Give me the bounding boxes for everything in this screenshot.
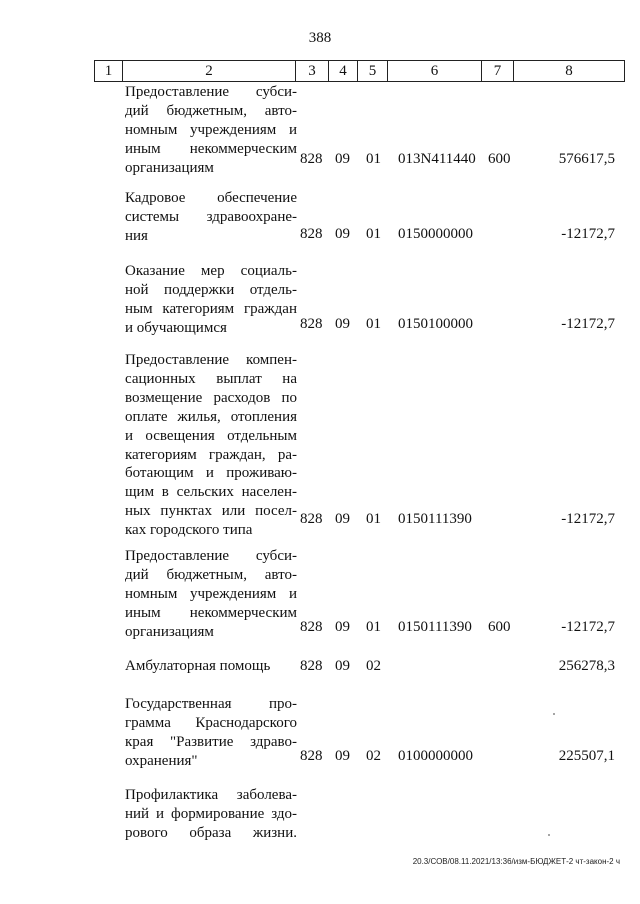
row-name [125, 695, 297, 771]
row-name-line: ной поддержки отдель- [125, 281, 297, 298]
row-name [125, 547, 297, 642]
row-name [125, 262, 297, 338]
row-code-4: 09 [335, 511, 350, 527]
row-name-line: рового образа жизни. [125, 824, 297, 841]
row-name-line: Амбулаторная помощь [125, 658, 271, 674]
row-name [125, 189, 297, 246]
row-code-5: 01 [366, 619, 381, 635]
row-code-6: 0150100000 [398, 316, 473, 332]
row-code-6: 0150000000 [398, 226, 473, 242]
row-code-3: 828 [300, 316, 323, 332]
row-name-line: Предоставление субси- [125, 548, 297, 564]
row-amount: 256278,3 [558, 658, 615, 674]
column-header-1: 1 [95, 61, 123, 82]
row-name-line: ботающим и проживаю- [125, 465, 297, 482]
column-header-2: 2 [123, 61, 296, 82]
row-code-3: 828 [300, 226, 323, 242]
row-name-line: сационных выплат на [125, 370, 297, 387]
row-code-3: 828 [300, 748, 323, 764]
row-amount: -12172,7 [561, 511, 615, 527]
row-name-line: организациям [125, 159, 214, 176]
row-name [125, 786, 297, 843]
row-code-3: 828 [300, 658, 323, 674]
row-name-line: Профилактика заболева- [125, 787, 297, 803]
scan-speck [553, 713, 555, 715]
row-name-line: организациям [125, 623, 214, 640]
row-name-line: возмещение расходов по [125, 389, 297, 406]
row-amount: -12172,7 [561, 619, 615, 635]
row-name [125, 351, 297, 540]
row-name-line: дий бюджетным, авто- [125, 566, 297, 583]
row-name-line: категориям граждан, ра- [125, 446, 297, 463]
row-name-line: иным некоммерческим [125, 604, 297, 621]
row-name-line: оплате жилья, отопления [125, 408, 297, 425]
row-code-4: 09 [335, 748, 350, 764]
column-header-4: 4 [329, 61, 358, 82]
row-name-line: Оказание мер социаль- [125, 263, 297, 279]
row-code-4: 09 [335, 316, 350, 332]
row-name-line: щим в сельских населен- [125, 484, 297, 501]
row-code-3: 828 [300, 619, 323, 635]
row-amount: 576617,5 [558, 151, 615, 167]
row-name-line: номным учреждениям и [125, 121, 297, 138]
row-code-7: 600 [488, 151, 511, 167]
row-amount: 225507,1 [558, 748, 615, 764]
row-name-line: ний и формирование здо- [125, 805, 297, 822]
row-name [125, 83, 297, 178]
column-header-3: 3 [296, 61, 329, 82]
row-amount: -12172,7 [561, 226, 615, 242]
row-name-line: ния [125, 227, 148, 244]
row-code-6: 013N411440 [398, 151, 476, 167]
row-code-4: 09 [335, 151, 350, 167]
column-header-7: 7 [482, 61, 514, 82]
row-name-line: дий бюджетным, авто- [125, 102, 297, 119]
row-code-6: 0100000000 [398, 748, 473, 764]
row-code-3: 828 [300, 151, 323, 167]
column-header-6: 6 [388, 61, 482, 82]
row-code-4: 09 [335, 619, 350, 635]
row-code-5: 02 [366, 658, 381, 674]
row-code-3: 828 [300, 511, 323, 527]
row-code-6: 0150111390 [398, 619, 472, 635]
row-amount: -12172,7 [561, 316, 615, 332]
row-name-line: Предоставление субси- [125, 84, 297, 100]
row-name [125, 657, 297, 676]
row-name-line: грамма Краснодарского [125, 714, 297, 731]
row-code-5: 01 [366, 151, 381, 167]
page-number: 388 [308, 30, 332, 46]
scan-speck [548, 834, 550, 836]
row-name-line: ных пунктах или посел- [125, 503, 297, 520]
row-name-line: Кадровое обеспечение [125, 190, 297, 206]
row-name-line: номным учреждениям и [125, 585, 297, 602]
row-code-5: 01 [366, 511, 381, 527]
column-header-8: 8 [514, 61, 625, 82]
row-code-6: 0150111390 [398, 511, 472, 527]
row-name-line: охранения" [125, 752, 198, 769]
row-name-line: Предоставление компен- [125, 352, 297, 368]
row-code-7: 600 [488, 619, 511, 635]
row-code-4: 09 [335, 658, 350, 674]
document-footer: 20.3/СОВ/08.11.2021/13:36/изм-БЮДЖЕТ-2 чт-закон-2 ч [412, 857, 620, 866]
row-name-line: системы здравоохране- [125, 208, 297, 225]
row-name-line: Государственная про- [125, 696, 297, 712]
row-code-4: 09 [335, 226, 350, 242]
column-header-5: 5 [358, 61, 388, 82]
row-code-5: 02 [366, 748, 381, 764]
row-name-line: и освещения отдельным [125, 427, 297, 444]
row-code-5: 01 [366, 226, 381, 242]
row-name-line: ках городского типа [125, 522, 253, 539]
row-name-line: и обучающимся [125, 319, 227, 336]
row-code-5: 01 [366, 316, 381, 332]
row-name-line: края "Развитие здраво- [125, 733, 297, 750]
row-name-line: ным категориям граждан [125, 300, 297, 317]
row-name-line: иным некоммерческим [125, 140, 297, 157]
